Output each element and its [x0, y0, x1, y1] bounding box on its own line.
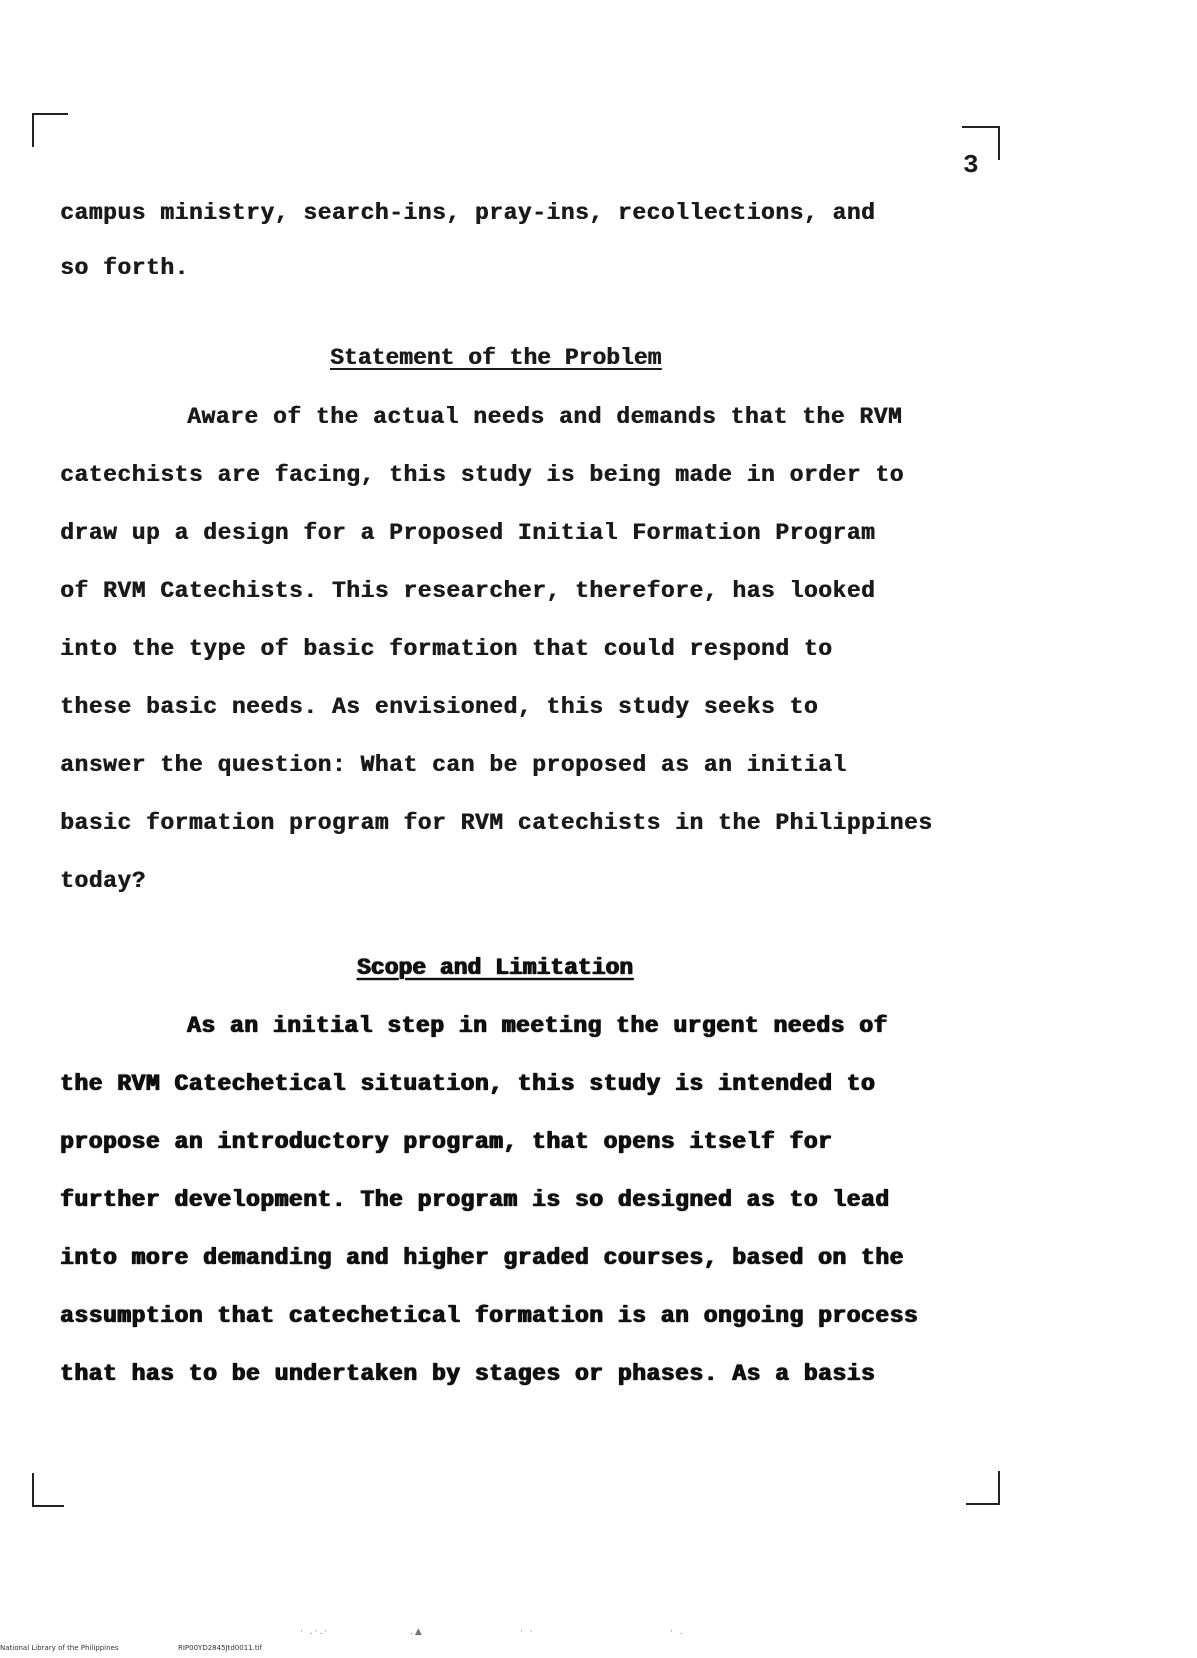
paragraph-line: further development. The program is so designed as to lead [60, 1187, 890, 1213]
footer-file-name: RIP00YD2845Jtd0011.tif [178, 1644, 262, 1652]
paragraph-line: into the type of basic formation that could respond to [60, 636, 833, 662]
paragraph-line: into more demanding and higher graded courses, based on the [60, 1245, 904, 1271]
crop-mark-bottom-right [966, 1471, 1000, 1505]
scan-speck: · . [670, 1627, 685, 1637]
crop-mark-top-left [32, 113, 68, 147]
footer-library-credit: National Library of the Philippines [0, 1644, 119, 1652]
section-heading-scope-and-limitation: Scope and Limitation [357, 955, 634, 981]
paragraph-line: answer the question: What can be proposed as an initial [60, 752, 847, 778]
section-heading-statement-of-problem: Statement of the Problem [330, 345, 662, 371]
crop-mark-bottom-left [32, 1473, 64, 1507]
scan-speck: · · [520, 1627, 535, 1637]
intro-line: so forth. [60, 255, 189, 281]
scan-speck: · .·.· [300, 1627, 330, 1637]
paragraph-line: that has to be undertaken by stages or phases. As a basis [60, 1361, 876, 1387]
paragraph-line: today? [60, 868, 146, 894]
paragraph-line: As an initial step in meeting the urgent needs of [187, 1013, 888, 1039]
paragraph-line: of RVM Catechists. This researcher, therefore, has looked [60, 578, 876, 604]
paragraph-line: assumption that catechetical formation is an ongoing process [60, 1303, 919, 1329]
paragraph-line: propose an introductory program, that opens itself for [60, 1129, 833, 1155]
page-number: 3 [963, 150, 979, 180]
intro-line: campus ministry, search-ins, pray-ins, recollections, and [60, 200, 876, 226]
paragraph-line: these basic needs. As envisioned, this study seeks to [60, 694, 819, 720]
paragraph-line: Aware of the actual needs and demands that the RVM [187, 404, 903, 430]
paragraph-line: the RVM Catechetical situation, this study is intended to [60, 1071, 876, 1097]
paragraph-line: catechists are facing, this study is being made in order to [60, 462, 904, 488]
scan-speck: .▲ [410, 1627, 424, 1637]
paragraph-line: draw up a design for a Proposed Initial Formation Program [60, 520, 876, 546]
paragraph-line: basic formation program for RVM catechists in the Philippines [60, 810, 933, 836]
